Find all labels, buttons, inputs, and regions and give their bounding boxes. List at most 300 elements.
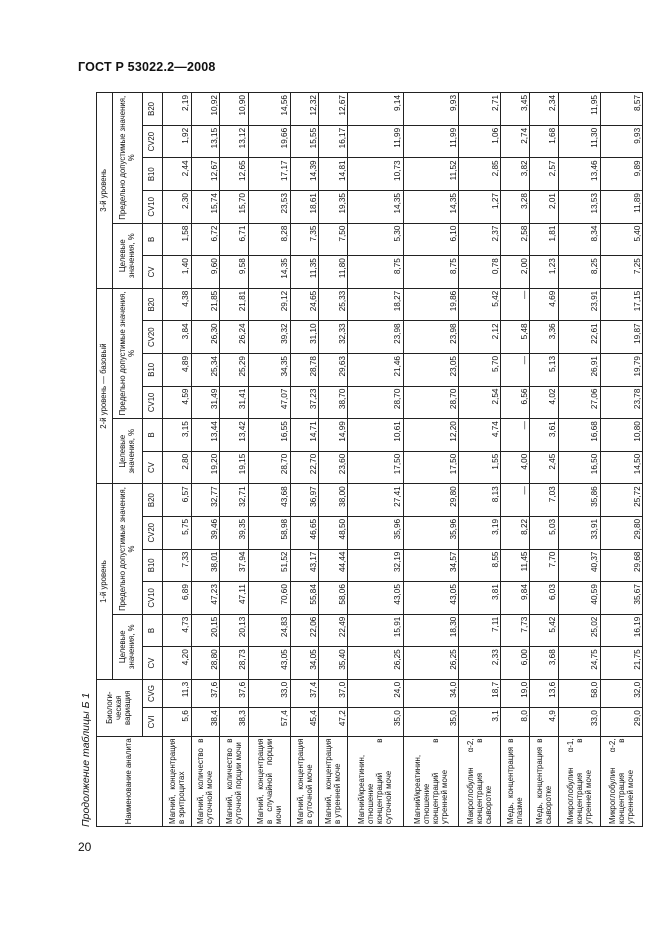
- table-cell: 43,05: [403, 582, 459, 615]
- table-cell: 18,61: [290, 191, 319, 224]
- analyte-name: Макроглобулин α-2, концентрация в сыворотке: [459, 736, 501, 826]
- header-l2-b: B: [143, 419, 163, 452]
- table-cell: 4,38: [163, 288, 192, 321]
- table-cell: 35,86: [558, 484, 600, 517]
- table-cell: 11,3: [163, 679, 192, 707]
- header-l3-target: Целевые значения, %: [113, 223, 143, 288]
- table-cell: 47,07: [248, 386, 290, 419]
- table-cell: 4,20: [163, 647, 192, 680]
- document-header: ГОСТ Р 53022.2—2008: [78, 60, 216, 74]
- table-cell: 5,30: [348, 223, 404, 256]
- table-cell: 40,59: [558, 582, 600, 615]
- table-cell: 46,65: [290, 516, 319, 549]
- table-cell: 29,12: [248, 288, 290, 321]
- table-cell: 57,4: [248, 708, 290, 736]
- header-analyte: Наименование аналита: [97, 736, 163, 826]
- table-cell: 25,34: [191, 354, 220, 387]
- page-number: 20: [78, 840, 92, 854]
- table-cell: 5,40: [600, 223, 642, 256]
- header-l2-limits: Предельно допустимые значения, %: [113, 288, 143, 418]
- table-cell: 23,78: [600, 386, 642, 419]
- table-cell: 8,22: [501, 516, 530, 549]
- table-cell: 23,60: [319, 451, 348, 484]
- table-cell: 7,73: [501, 614, 530, 647]
- header-l1-b: B: [143, 614, 163, 647]
- analyte-name: Магний, концентрация в эритроцитах: [163, 736, 192, 826]
- table-cell: 7,70: [530, 549, 559, 582]
- table-cell: 9,58: [220, 256, 249, 289]
- table-cell: 5,42: [530, 614, 559, 647]
- table-cell: 5,70: [459, 354, 501, 387]
- table-cell: 6,89: [163, 582, 192, 615]
- analyte-name: Магний/креатинин, отношение концентраций в суточной моче: [348, 736, 404, 826]
- table-cell: 7,11: [459, 614, 501, 647]
- table-cell: 37,4: [290, 679, 319, 707]
- table-cell: 37,6: [220, 679, 249, 707]
- table-cell: 23,91: [558, 288, 600, 321]
- table-cell: 24,83: [248, 614, 290, 647]
- table-cell: 47,11: [220, 582, 249, 615]
- table-cell: 8,25: [558, 256, 600, 289]
- table-cell: 5,48: [501, 321, 530, 354]
- table-cell: 35,96: [403, 516, 459, 549]
- table-cell: 6,03: [530, 582, 559, 615]
- table-row: [348, 93, 404, 827]
- header-l2-cv: CV: [143, 451, 163, 484]
- header-l1-cv20: CV20: [143, 516, 163, 549]
- table-cell: 39,32: [248, 321, 290, 354]
- table-cell: 10,73: [348, 158, 404, 191]
- header-l2-b20: B20: [143, 288, 163, 321]
- table-cell: 28,80: [191, 647, 220, 680]
- table-cell: 25,29: [220, 354, 249, 387]
- table-cell: 22,49: [319, 614, 348, 647]
- table-cell: 20,13: [220, 614, 249, 647]
- table-cell: 4,59: [163, 386, 192, 419]
- table-cell: 48,50: [319, 516, 348, 549]
- table-cell: 2,57: [530, 158, 559, 191]
- table-cell: 2,85: [459, 158, 501, 191]
- table-cell: 10,61: [348, 419, 404, 452]
- table-cell: 33,0: [248, 679, 290, 707]
- table-cell: 18,30: [403, 614, 459, 647]
- table-cell: 23,98: [348, 321, 404, 354]
- table-cell: 2,80: [163, 451, 192, 484]
- header-level-2: 2-й уровень — базовый: [97, 288, 113, 484]
- table-cell: 3,84: [163, 321, 192, 354]
- analyte-name: Магний, концентрация в случайной порции мочи: [248, 736, 290, 826]
- table-cell: 19,20: [191, 451, 220, 484]
- table-cell: 58,0: [558, 679, 600, 707]
- table-cell: 55,84: [290, 582, 319, 615]
- table-cell: 18,7: [459, 679, 501, 707]
- table-cell: 19,35: [319, 191, 348, 224]
- table-cell: 13,15: [191, 125, 220, 158]
- table-cell: 19,0: [501, 679, 530, 707]
- table-cell: 16,68: [558, 419, 600, 452]
- table-cell: 15,70: [220, 191, 249, 224]
- table-row: [530, 93, 559, 827]
- header-l1-b10: B10: [143, 549, 163, 582]
- table-cell: 24,0: [348, 679, 404, 707]
- table-row: [290, 93, 319, 827]
- header-l2-cv20: CV20: [143, 321, 163, 354]
- table-cell: 32,33: [319, 321, 348, 354]
- table-cell: 32,77: [191, 484, 220, 517]
- table-cell: 51,52: [248, 549, 290, 582]
- table-cell: 2,30: [163, 191, 192, 224]
- table-cell: 23,53: [248, 191, 290, 224]
- table-cell: 31,41: [220, 386, 249, 419]
- table-cell: 26,25: [348, 647, 404, 680]
- table-cell: 36,97: [290, 484, 319, 517]
- table-cell: 8,13: [459, 484, 501, 517]
- header-l3-b20: B20: [143, 93, 163, 126]
- table-cell: 7,35: [290, 223, 319, 256]
- table-cell: 5,03: [530, 516, 559, 549]
- table-row: [191, 93, 220, 827]
- table-cell: —: [501, 288, 530, 321]
- table-cell: 21,85: [191, 288, 220, 321]
- table-cell: 7,03: [530, 484, 559, 517]
- table-cell: 9,93: [403, 93, 459, 126]
- table-cell: 34,0: [403, 679, 459, 707]
- header-l2-target: Целевые значения, %: [113, 419, 143, 484]
- table-cell: —: [501, 484, 530, 517]
- analyte-name: Медь, концентрация в сыворотке: [530, 736, 559, 826]
- table-cell: 15,74: [191, 191, 220, 224]
- table-cell: 2,71: [459, 93, 501, 126]
- table-cell: 37,6: [191, 679, 220, 707]
- table-cell: 21,75: [600, 647, 642, 680]
- table-cell: 1,27: [459, 191, 501, 224]
- table-cell: 3,81: [459, 582, 501, 615]
- table-cell: 8,55: [459, 549, 501, 582]
- header-l2-b10: B10: [143, 354, 163, 387]
- table-cell: 6,72: [191, 223, 220, 256]
- table-cell: 12,67: [319, 93, 348, 126]
- table-cell: 19,66: [248, 125, 290, 158]
- table-cell: 13,44: [191, 419, 220, 452]
- table-cell: 2,19: [163, 93, 192, 126]
- table-cell: 35,0: [403, 708, 459, 736]
- table-cell: 16,55: [248, 419, 290, 452]
- analyte-name: Магний, концентрация в суточной моче: [290, 736, 319, 826]
- table-cell: 29,0: [600, 708, 642, 736]
- table-cell: 9,14: [348, 93, 404, 126]
- header-l3-cv20: CV20: [143, 125, 163, 158]
- table-cell: 11,99: [403, 125, 459, 158]
- table-cell: 11,89: [600, 191, 642, 224]
- table-cell: 26,30: [191, 321, 220, 354]
- table-cell: 2,00: [501, 256, 530, 289]
- table-cell: 14,39: [290, 158, 319, 191]
- table-cell: 9,93: [600, 125, 642, 158]
- table-cell: 2,37: [459, 223, 501, 256]
- table-cell: 23,05: [403, 354, 459, 387]
- table-cell: 4,73: [163, 614, 192, 647]
- table-cell: 11,80: [319, 256, 348, 289]
- table-cell: 3,36: [530, 321, 559, 354]
- table-cell: 14,71: [290, 419, 319, 452]
- table-cell: 19,86: [403, 288, 459, 321]
- table-cell: 38,4: [191, 708, 220, 736]
- table-cell: 1,58: [163, 223, 192, 256]
- table-cell: 26,24: [220, 321, 249, 354]
- table-cell: 8,75: [403, 256, 459, 289]
- table-cell: 5,75: [163, 516, 192, 549]
- table-cell: 9,60: [191, 256, 220, 289]
- table-cell: 21,81: [220, 288, 249, 321]
- table-cell: 11,52: [403, 158, 459, 191]
- reference-table: [96, 92, 643, 827]
- table-cell: 0,78: [459, 256, 501, 289]
- header-l3-cv10: CV10: [143, 191, 163, 224]
- header-l1-b20: B20: [143, 484, 163, 517]
- table-cell: 9,89: [600, 158, 642, 191]
- table-cell: 34,57: [403, 549, 459, 582]
- table-cell: 7,25: [600, 256, 642, 289]
- table-cell: 38,70: [319, 386, 348, 419]
- table-cell: 14,35: [348, 191, 404, 224]
- header-l1-cv10: CV10: [143, 582, 163, 615]
- table-cell: 17,15: [600, 288, 642, 321]
- table-cell: 43,05: [348, 582, 404, 615]
- table-cell: —: [501, 419, 530, 452]
- table-cell: 14,50: [600, 451, 642, 484]
- table-cell: 9,84: [501, 582, 530, 615]
- table-body: [163, 93, 643, 827]
- table-cell: 35,96: [348, 516, 404, 549]
- table-cell: 8,34: [558, 223, 600, 256]
- table-cell: 28,78: [290, 354, 319, 387]
- table-cell: 14,99: [319, 419, 348, 452]
- header-l3-b: B: [143, 223, 163, 256]
- table-cell: 10,92: [191, 93, 220, 126]
- header-l3-cv: CV: [143, 256, 163, 289]
- table-cell: 2,45: [530, 451, 559, 484]
- table-cell: 70,60: [248, 582, 290, 615]
- table-cell: 21,46: [348, 354, 404, 387]
- table-cell: 3,28: [501, 191, 530, 224]
- table-cell: 28,70: [348, 386, 404, 419]
- table-cell: 39,46: [191, 516, 220, 549]
- analyte-name: Микроглобулин α-1, концентрация в утренней моче: [558, 736, 600, 826]
- table-cell: 32,19: [348, 549, 404, 582]
- analyte-name: Магний, количество в суточной моче: [191, 736, 220, 826]
- table-cell: 25,02: [558, 614, 600, 647]
- table-cell: 13,12: [220, 125, 249, 158]
- table-cell: 3,19: [459, 516, 501, 549]
- table-cell: 3,15: [163, 419, 192, 452]
- table-cell: 2,58: [501, 223, 530, 256]
- table-cell: 17,17: [248, 158, 290, 191]
- table-cell: 22,70: [290, 451, 319, 484]
- table-cell: 47,2: [319, 708, 348, 736]
- header-l1-cv: CV: [143, 647, 163, 680]
- table-cell: 5,13: [530, 354, 559, 387]
- header-l1-limits: Предельно допустимые значения, %: [113, 484, 143, 614]
- table-cell: 20,15: [191, 614, 220, 647]
- table-cell: 25,72: [600, 484, 642, 517]
- table-cell: 8,0: [501, 708, 530, 736]
- table-cell: 27,41: [348, 484, 404, 517]
- table-cell: 13,46: [558, 158, 600, 191]
- table-cell: 8,75: [348, 256, 404, 289]
- table-cell: 14,56: [248, 93, 290, 126]
- table-cell: 23,98: [403, 321, 459, 354]
- table-cell: 12,32: [290, 93, 319, 126]
- table-cell: 47,23: [191, 582, 220, 615]
- table-cell: 39,35: [220, 516, 249, 549]
- header-l3-b10: B10: [143, 158, 163, 191]
- table-cell: 12,67: [191, 158, 220, 191]
- table-cell: 19,79: [600, 354, 642, 387]
- table-cell: 58,06: [319, 582, 348, 615]
- table-row: [248, 93, 290, 827]
- table-cell: 16,19: [600, 614, 642, 647]
- table-row: [501, 93, 530, 827]
- table-cell: 40,37: [558, 549, 600, 582]
- table-cell: 29,63: [319, 354, 348, 387]
- table-cell: 44,44: [319, 549, 348, 582]
- table-cell: 15,91: [348, 614, 404, 647]
- table-cell: 31,49: [191, 386, 220, 419]
- table-cell: 3,68: [530, 647, 559, 680]
- table-cell: 10,90: [220, 93, 249, 126]
- table-cell: 28,70: [248, 451, 290, 484]
- table-row: [600, 93, 642, 827]
- table-cell: 2,74: [501, 125, 530, 158]
- table-cell: 32,71: [220, 484, 249, 517]
- table-cell: 24,65: [290, 288, 319, 321]
- table-cell: 27,06: [558, 386, 600, 419]
- table-cell: 4,74: [459, 419, 501, 452]
- table-cell: 2,12: [459, 321, 501, 354]
- table-cell: 25,33: [319, 288, 348, 321]
- table-cell: 4,9: [530, 708, 559, 736]
- table-cell: 11,30: [558, 125, 600, 158]
- table-cell: 2,54: [459, 386, 501, 419]
- table-row: [403, 93, 459, 827]
- table-cell: 45,4: [290, 708, 319, 736]
- header-l1-target: Целевые значения, %: [113, 614, 143, 679]
- table-cell: 26,25: [403, 647, 459, 680]
- header-l3-limits: Предельно допустимые значения, %: [113, 93, 143, 224]
- table-cell: 28,70: [403, 386, 459, 419]
- table-cell: 1,06: [459, 125, 501, 158]
- table-cell: 14,35: [403, 191, 459, 224]
- table-cell: 35,0: [348, 708, 404, 736]
- table-cell: 35,40: [319, 647, 348, 680]
- analyte-name: Медь, концентрация в плазме: [501, 736, 530, 826]
- table-cell: 11,45: [501, 549, 530, 582]
- table-cell: 2,01: [530, 191, 559, 224]
- table-cell: 16,50: [558, 451, 600, 484]
- table-cell: 29,80: [600, 516, 642, 549]
- table-cell: 14,35: [248, 256, 290, 289]
- header-cv-i: CVI: [143, 708, 163, 736]
- table-cell: 37,23: [290, 386, 319, 419]
- table-cell: 7,33: [163, 549, 192, 582]
- table-cell: 33,91: [558, 516, 600, 549]
- analyte-name: Магний, количество в суточной порции мочи: [220, 736, 249, 826]
- table-cell: 19,87: [600, 321, 642, 354]
- table-cell: 1,23: [530, 256, 559, 289]
- table-row: [220, 93, 249, 827]
- table-cell: 15,55: [290, 125, 319, 158]
- table-cell: 43,05: [248, 647, 290, 680]
- table-cell: 4,00: [501, 451, 530, 484]
- table-cell: 1,81: [530, 223, 559, 256]
- table-cell: 38,3: [220, 708, 249, 736]
- table-cell: 11,99: [348, 125, 404, 158]
- table-cell: 1,55: [459, 451, 501, 484]
- table-cell: 7,50: [319, 223, 348, 256]
- table-cell: 6,00: [501, 647, 530, 680]
- table-cell: 3,82: [501, 158, 530, 191]
- table-cell: 8,28: [248, 223, 290, 256]
- table-cell: 4,02: [530, 386, 559, 419]
- table-cell: 3,1: [459, 708, 501, 736]
- table-cell: 22,06: [290, 614, 319, 647]
- table-cell: 2,44: [163, 158, 192, 191]
- table-cell: 34,05: [290, 647, 319, 680]
- table-cell: 34,35: [248, 354, 290, 387]
- table-cell: 5,42: [459, 288, 501, 321]
- table-cell: 6,57: [163, 484, 192, 517]
- header-l2-cv10: CV10: [143, 386, 163, 419]
- table-cell: 5,6: [163, 708, 192, 736]
- table-cell: 43,17: [290, 549, 319, 582]
- table-cell: 33,0: [558, 708, 600, 736]
- table-cell: 22,61: [558, 321, 600, 354]
- table-row: [459, 93, 501, 827]
- table-row: [558, 93, 600, 827]
- table-cell: 24,75: [558, 647, 600, 680]
- table-cell: 12,20: [403, 419, 459, 452]
- table-cell: 6,56: [501, 386, 530, 419]
- table-cell: 58,98: [248, 516, 290, 549]
- table-cell: 28,73: [220, 647, 249, 680]
- table-cell: 16,17: [319, 125, 348, 158]
- landscape-page-content: [78, 92, 645, 827]
- table-cell: 1,92: [163, 125, 192, 158]
- table-cell: 38,01: [191, 549, 220, 582]
- table-cell: 37,0: [319, 679, 348, 707]
- table-cell: 6,71: [220, 223, 249, 256]
- table-cell: 4,89: [163, 354, 192, 387]
- table-cell: 19,15: [220, 451, 249, 484]
- table-cell: 13,42: [220, 419, 249, 452]
- table-cell: 29,80: [403, 484, 459, 517]
- table-cell: 11,95: [558, 93, 600, 126]
- table-cell: 1,40: [163, 256, 192, 289]
- table-cell: 31,10: [290, 321, 319, 354]
- table-cell: 17,50: [348, 451, 404, 484]
- table-cell: 13,6: [530, 679, 559, 707]
- table-cell: 11,35: [290, 256, 319, 289]
- table-cell: 17,50: [403, 451, 459, 484]
- header-level-1: 1-й уровень: [97, 484, 113, 680]
- table-cell: 26,91: [558, 354, 600, 387]
- header-bio-variation: Биологи-ческая вариация: [97, 679, 143, 736]
- table-cell: —: [501, 354, 530, 387]
- table-cell: 35,67: [600, 582, 642, 615]
- analyte-name: Магний, концентрация в утренней моче: [319, 736, 348, 826]
- table-caption: Продолжение таблицы Б 1: [80, 692, 92, 827]
- table-cell: 3,45: [501, 93, 530, 126]
